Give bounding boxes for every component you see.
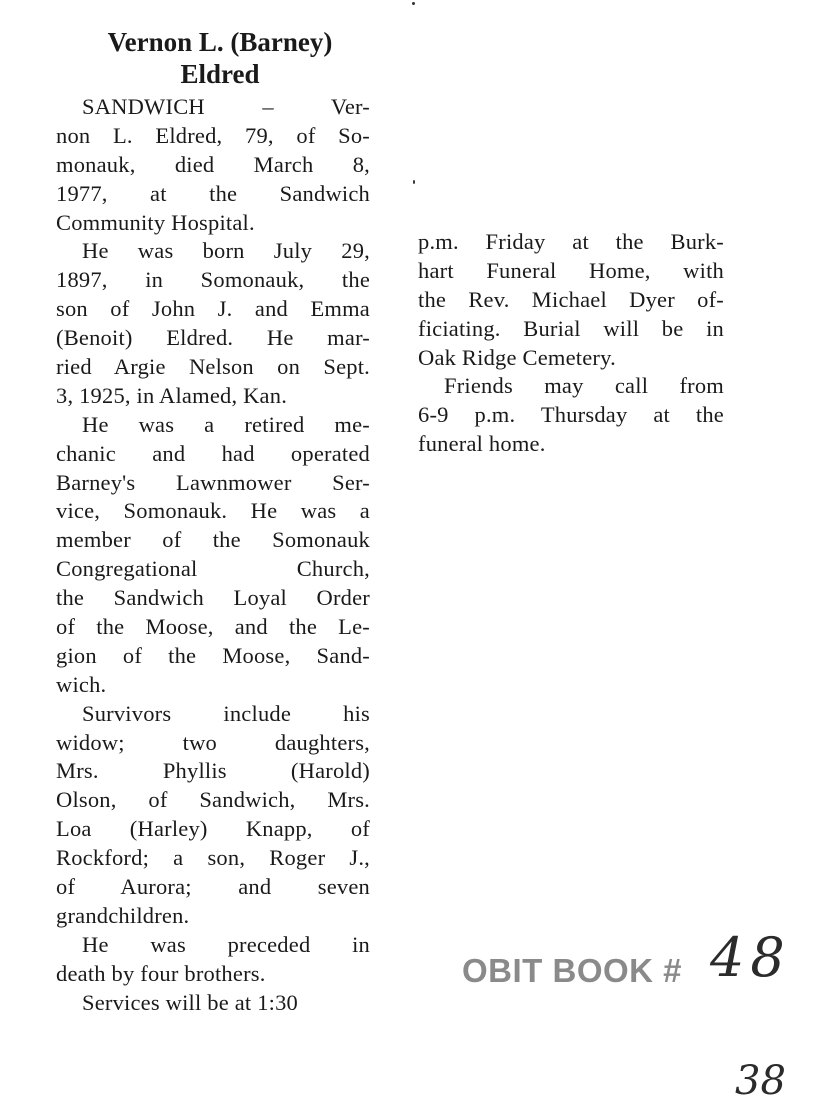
text-line: SANDWICH – Ver- [82,94,370,119]
text-line: monauk, died March 8, [56,151,370,177]
text-line: He was born July 29, [82,238,370,264]
obituary-headline [70,26,370,90]
text-line: (Benoit) Eldred. He mar- [56,325,370,351]
text-line: Survivors include his [82,700,370,726]
obituary-column-2 [418,228,724,459]
headline-line-1: Vernon L. (Barney) [107,27,333,57]
text-line: Olson, of Sandwich, Mrs. [56,787,370,813]
text-line: Loa (Harley) Knapp, of [56,816,370,842]
text-line: He was a retired me- [82,411,370,437]
text-line: 1977, at the Sandwich [56,180,370,206]
text-line: funeral home. [418,431,546,457]
text-line: Services will be at 1:30 [82,989,299,1015]
text-line: Mrs. Phyllis (Harold) [56,758,370,784]
text-line: chanic and had operated [56,440,370,466]
scan-speck [413,180,415,184]
text-line: 3, 1925, in Alamed, Kan. [56,382,288,408]
text-line: son of John J. and Emma [56,296,370,322]
text-line: death by four brothers. [56,960,266,986]
text-line: widow; two daughters, [56,729,370,755]
text-line: ried Argie Nelson on Sept. [56,354,370,380]
text-line: Barney's Lawnmower Ser- [56,469,370,495]
text-line: He was preceded in [82,931,370,957]
text-line: 6-9 p.m. Thursday at the [418,402,724,428]
text-line: hart Funeral Home, with [418,257,724,283]
text-line: member of the Somonauk [56,527,370,553]
obituary-column-1 [56,93,370,1018]
headline-line-2: Eldred [180,59,260,89]
text-line: 1897, in Somonauk, the [56,267,370,293]
text-line: Congregational Church, [56,556,370,582]
obit-book-stamp: OBIT BOOK # [462,952,683,989]
text-line: the Sandwich Loyal Order [56,585,370,611]
text-line: ficiating. Burial will be in [418,315,724,341]
text-line: non L. Eldred, 79, of So- [56,122,370,148]
text-line: of the Moose, and the Le- [56,614,370,640]
handwritten-book-number: 48 [710,926,791,989]
text-line: Rockford; a son, Roger J., [56,845,370,871]
text-line: Oak Ridge Cemetery. [418,344,616,370]
text-line: Community Hospital. [56,209,255,235]
scan-speck [412,2,415,5]
text-line: grandchildren. [56,902,190,928]
text-line: Friends may call from [444,373,724,399]
text-line: p.m. Friday at the Burk- [418,229,724,254]
text-line: wich. [56,671,107,697]
handwritten-page-number: 38 [735,1058,786,1104]
text-line: gion of the Moose, Sand- [56,642,370,668]
text-line: vice, Somonauk. He was a [56,498,370,524]
text-line: of Aurora; and seven [56,874,370,900]
text-line: the Rev. Michael Dyer of- [418,286,724,312]
